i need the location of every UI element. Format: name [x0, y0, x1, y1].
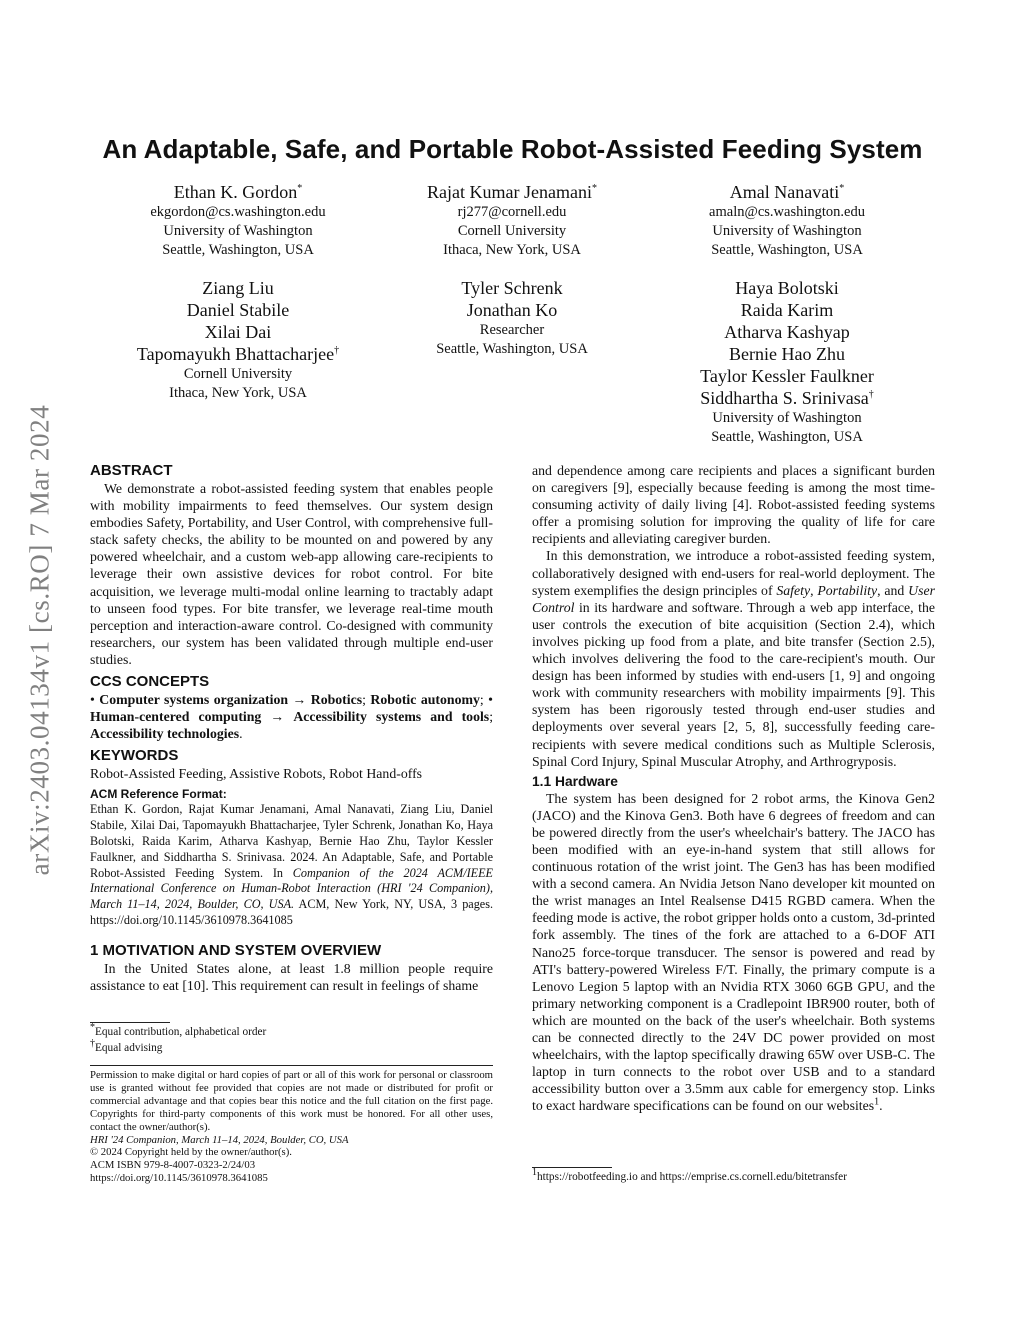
- bullet-glyph: •: [488, 692, 494, 708]
- keywords-text: Robot-Assisted Feeding, Assistive Robots, Robot Hand-offs: [90, 766, 423, 782]
- footnote-right: [532, 1167, 935, 1185]
- hardware-paragraph: [532, 790, 935, 1115]
- author-name: Ethan K. Gordon: [173, 182, 298, 202]
- author-block-gordon: [113, 181, 363, 260]
- acm-reference: [90, 802, 493, 928]
- text-run: In this demonstration, we introduce a robot-assisted feeding system, collaboratively designed with end-users for real-world deployment. The system exemplifies the design principles of: [532, 548, 935, 598]
- author-name: Taylor Kessler Faulkner: [700, 366, 874, 386]
- abstract-heading: ABSTRACT: [90, 462, 173, 479]
- footnote-mark: *: [90, 1022, 95, 1034]
- permission-block: [90, 1069, 493, 1185]
- author-location: Seattle, Washington, USA: [162, 242, 314, 258]
- ccs-term: Accessibility systems and tools: [293, 709, 490, 725]
- equal-advising-mark: †: [334, 345, 340, 356]
- ccs-term: Human-centered computing: [90, 709, 262, 725]
- intro-paragraph-2: [532, 547, 935, 769]
- permission-copyright: © 2024 Copyright held by the owner/author(s).: [90, 1146, 292, 1159]
- author-name: Siddhartha S. Srinivasa: [700, 388, 869, 408]
- footnote-rule: [90, 1022, 170, 1023]
- author-role: Researcher: [479, 322, 545, 338]
- equal-advising-mark: †: [868, 389, 874, 400]
- permission-doi[interactable]: https://doi.org/10.1145/3610978.3641085: [90, 1172, 268, 1185]
- paper-title: An Adaptable, Safe, and Portable Robot-Assisted Feeding System: [102, 134, 923, 164]
- author-affiliation: University of Washington: [712, 410, 862, 426]
- author-name: Rajat Kumar Jenamani: [427, 182, 592, 202]
- footnote-mark: †: [90, 1037, 95, 1049]
- author-affiliation: Cornell University: [457, 223, 567, 239]
- author-location: Ithaca, New York, USA: [169, 385, 307, 401]
- author-name: Atharva Kashyap: [724, 322, 850, 342]
- author-affiliation: Cornell University: [183, 366, 293, 382]
- abstract-text: We demonstrate a robot-assisted feeding system that enables people with mobility impairments to feed themselves. Our system design embodies Safety, Portability, and User Control, with comprehensive full-stack safety checks, the ability to be mounted on and powered by any powered wheelchair, and a custom web-app allowing care-recipients to leverage their own assistive devices for robot control. For bite acquisition, we leverage multi-modal online learning to tractably adapt to unseen food types. For bite transfer, we leverage real-time mouth perception and interaction-aware control. Co-designed with community researchers, our system has been validated through multiple end-user studies.: [90, 481, 493, 667]
- author-name: Haya Bolotski: [735, 278, 839, 298]
- section-1-heading: 1 MOTIVATION AND SYSTEM OVERVIEW: [90, 941, 382, 959]
- separator: ;: [489, 709, 494, 725]
- footnote-2: [90, 1037, 493, 1056]
- author-name: Daniel Stabile: [186, 300, 290, 320]
- ccs-term: Robotics: [310, 692, 363, 708]
- author-name: Bernie Hao Zhu: [729, 344, 845, 364]
- author-name: Tyler Schrenk: [461, 278, 563, 298]
- text-run: .: [879, 1098, 883, 1114]
- arrow-glyph: →: [270, 709, 285, 725]
- author-group-researchers: [387, 277, 637, 359]
- footnote-mark: 1: [532, 1167, 537, 1179]
- ccs-term: Accessibility technologies: [90, 726, 240, 742]
- author-location: Ithaca, New York, USA: [443, 242, 581, 258]
- author-group-uw: [662, 277, 912, 447]
- footnote-links[interactable]: https://robotfeeding.io and https://emprise.cs.cornell.edu/bitetransfer: [537, 1171, 847, 1183]
- principle-portability: Portability: [817, 582, 878, 598]
- author-affiliation: University of Washington: [163, 223, 313, 239]
- permission-venue: HRI '24 Companion, March 11–14, 2024, Boulder, CO, USA: [90, 1133, 349, 1146]
- author-email[interactable]: ekgordon@cs.washington.edu: [150, 204, 326, 220]
- arxiv-stamp: [0, 0, 80, 1325]
- author-name: Ziang Liu: [202, 278, 274, 298]
- author-email[interactable]: rj277@cornell.edu: [457, 204, 567, 220]
- intro-continuation: and dependence among care recipients and places a significant burden on caregivers [9], especially because feeding is among the most time-consuming activity of daily living [4]. Robot-assisted feeding systems offer a promising solution for improving the quality of life for care recipients and alleviating caregiver burden.: [532, 463, 935, 547]
- right-column: [532, 462, 935, 1114]
- equal-contribution-mark: *: [839, 183, 845, 194]
- author-name: Tapomayukh Bhattacharjee: [136, 344, 335, 364]
- ccs-heading: CCS CONCEPTS: [90, 673, 210, 691]
- author-location: Seattle, Washington, USA: [436, 341, 588, 357]
- section-1-text: In the United States alone, at least 1.8 million people require assistance to eat [10]. This requirement can result in feelings of shame: [90, 960, 493, 993]
- separator: ;: [362, 692, 366, 708]
- principle-user-control: User Control: [532, 582, 935, 615]
- reference-heading: ACM Reference Format:: [90, 787, 227, 802]
- footnote-1: [90, 1022, 493, 1040]
- footnote-rule-right: [532, 1167, 612, 1168]
- author-affiliation: University of Washington: [712, 223, 862, 239]
- text-run: ,: [810, 582, 818, 598]
- equal-contribution-mark: *: [297, 183, 303, 194]
- permission-text: Permission to make digital or hard copies of part or all of this work for personal or classroom use is granted without fee provided that copies are not made or distributed for profit or commercial advantage and that copies bear this notice and the full citation on the first page. Copyrights for third-party components of this work must be honored. For all other uses, contact the owner/author(s).: [90, 1069, 493, 1133]
- text-run: The system has been designed for 2 robot arms, the Kinova Gen2 (JACO) and the Kinova Gen3. Both have 6 degrees of freedom and can be powered directly from the user's wheelchair's battery. The JACO has been modified with an eye-in-hand system that still allows for continuous rotation of the wrist joint. The Gen3 has has been modified with a second camera. An Nvidia Jetson Nano developer kit mounted on the wrist manages an Intel Realsense D415 RGBD camera. When the feeding mode is active, the robot gripper holds onto a custom, 3d-printed fork assembly. The tines of the fork are attached to a 6-DOF ATI Nano25 force-torque transducer. The sensor is powered and read by ATI's battery-powered Wireless F/T. Finally, the primary compute is a Lenovo Legion 5 laptop with an Nvidia RTX 3060 6GB GPU, and the primary networking component is a Cradlepoint IBR900 router, both of which are mounted on the back of the user's wheelchair. Both systems can be connected directly to the 24V DC power provided on most wheelchairs, with the laptop specifically drawing 65W over USB-C. The laptop in turn connects to the robot over USB and to a standard accessibility button over a 3.5mm aux cable for emergency stop. Links to exact hardware specifications can be found on our websites: [532, 790, 935, 1114]
- principle-safety: Safety: [776, 582, 811, 598]
- author-location: Seattle, Washington, USA: [711, 242, 863, 258]
- author-block-nanavati: [662, 181, 912, 260]
- author-location: Seattle, Washington, USA: [711, 429, 863, 445]
- section-1-1-heading: 1.1 Hardware: [532, 773, 618, 789]
- ccs-concepts: [90, 691, 493, 742]
- reference-authors: Ethan K. Gordon, Rajat Kumar Jenamani, Amal Nanavati, Ziang Liu, Daniel Stabile, Xilai Dai, Tapomayukh Bhattacharjee, Tyler Schrenk, Jonathan Ko, Haya Bolotski, Raida Karim, Atharva Kashyap, Bernie Hao Zhu, Taylor Kessler Faulkner, and Siddhartha S. Srinivasa. 2024. An Adaptable, Safe, and Portable Robot-Assisted Feeding System. In: [90, 802, 493, 880]
- keywords-heading: KEYWORDS: [90, 747, 179, 765]
- author-name: Jonathan Ko: [466, 300, 558, 320]
- author-block-jenamani: [387, 181, 637, 260]
- reference-publisher: ACM, New York, NY, USA, 3 pages. https://doi.org/10.1145/3610978.3641085: [90, 897, 493, 927]
- equal-contribution-mark: *: [591, 183, 597, 194]
- author-email[interactable]: amaln@cs.washington.edu: [709, 204, 865, 220]
- text-run: , and: [877, 582, 909, 598]
- permission-isbn: ACM ISBN 979-8-4007-0323-2/24/03: [90, 1159, 256, 1172]
- ccs-term: Robotic autonomy: [370, 692, 480, 708]
- author-name: Amal Nanavati: [729, 182, 840, 202]
- footnote-ref[interactable]: 1: [874, 1096, 880, 1108]
- permission-rule: [90, 1065, 493, 1066]
- footnotes: [90, 1022, 493, 1055]
- separator: .: [239, 726, 243, 742]
- author-group-cornell: [113, 277, 363, 403]
- footnote-text: Equal advising: [95, 1041, 163, 1054]
- arrow-glyph: →: [292, 692, 307, 708]
- left-column: [90, 461, 493, 994]
- footnote-text: Equal contribution, alphabetical order: [95, 1026, 267, 1038]
- bullet-glyph: •: [90, 692, 95, 708]
- separator: ;: [479, 692, 484, 708]
- author-name: Raida Karim: [740, 300, 834, 320]
- text-run: in its hardware and software. Through a web app interface, the user controls the execution of bite acquisition (Section 2.4), which involves picking up food from a plate, and bite transfer (Section 2.5), which involves delivering the food to the care-recipient's mouth. Our design has been informed by studies with end-users [1, 9] and ongoing work with community researchers with mobility impairments [9]. This system has been rigorously tested through end-user studies and deployments over several years [2, 5, 8], successfully feeding care-recipients with severe medical conditions such as Multiple Sclerosis, Spinal Cord Injury, Spinal Muscular Atrophy, and Arthrogryposis.: [532, 599, 935, 769]
- author-name: Xilai Dai: [204, 322, 272, 342]
- reference-venue: Companion of the 2024 ACM/IEEE International Conference on Human-Robot Interaction (HRI '24 Companion), March 11–14, 2024, Boulder, CO, USA.: [90, 865, 493, 912]
- ccs-term: Computer systems organization: [99, 692, 289, 708]
- arxiv-id[interactable]: arXiv:2403.04134v1 [cs.RO] 7 Mar 2024: [24, 404, 55, 876]
